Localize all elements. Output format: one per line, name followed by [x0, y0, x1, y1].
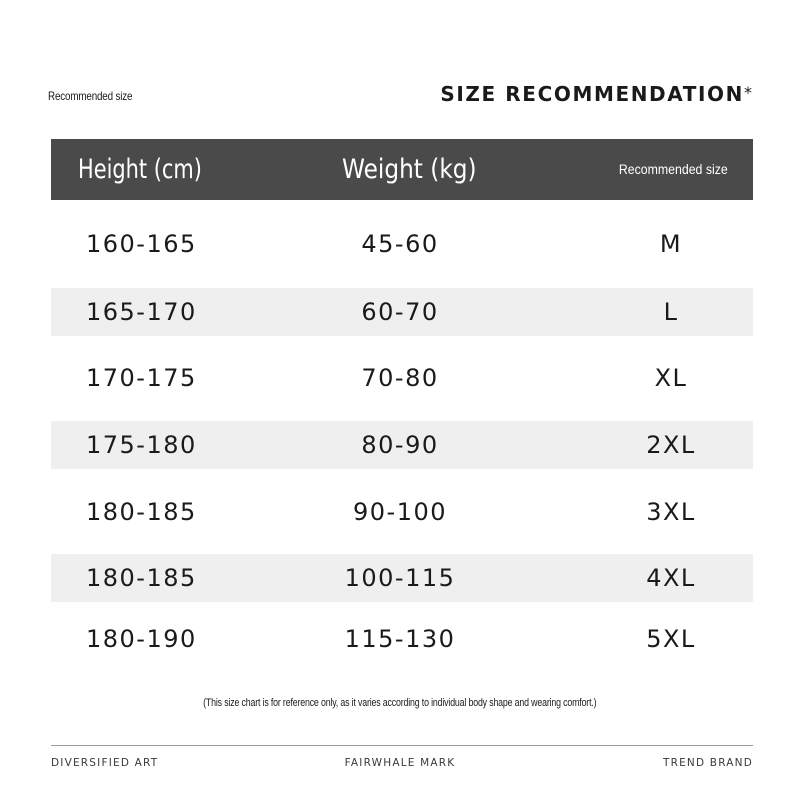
size-value: 3XL: [646, 498, 696, 526]
size-value: 2XL: [646, 431, 696, 459]
page-title-text: SIZE RECOMMENDATION: [440, 82, 744, 106]
table-row: [51, 421, 753, 469]
table-header: [51, 139, 753, 200]
height-cell: 180-190: [86, 625, 197, 653]
footer-left-text: DIVERSIFIED ART: [51, 757, 159, 769]
weight-value: 60-70: [361, 298, 439, 326]
footer-right-text: TREND BRAND: [662, 757, 753, 769]
recommended-size-caption: Recommended size: [48, 89, 133, 103]
footer-divider: [51, 745, 753, 746]
weight-value: 70-80: [361, 364, 439, 392]
title-asterisk: *: [744, 83, 752, 102]
height-cell: 175-180: [86, 431, 197, 459]
height-cell: 160-165: [86, 230, 197, 258]
weight-value: 90-100: [352, 498, 448, 526]
column-header-size: Recommended size: [619, 161, 728, 177]
size-value: 4XL: [646, 564, 696, 592]
weight-value: 100-115: [344, 564, 456, 592]
height-cell: 180-185: [86, 564, 197, 592]
column-header-weight: Weight (kg): [342, 154, 477, 185]
weight-value: 115-130: [344, 625, 456, 653]
table-row: [51, 220, 753, 268]
table-row: [51, 354, 753, 402]
size-value: L: [663, 298, 679, 326]
page-title: [440, 82, 752, 106]
height-cell: 170-175: [86, 364, 197, 392]
table-row: [51, 488, 753, 536]
table-row: [51, 288, 753, 336]
table-row: [51, 615, 753, 663]
size-value: 5XL: [646, 625, 696, 653]
footer-middle-text: FAIRWHALE MARK: [344, 757, 456, 769]
disclaimer-note: [0, 697, 800, 709]
size-value: M: [659, 230, 683, 258]
table-row: [51, 554, 753, 602]
disclaimer-text: (This size chart is for reference only, as it varies according to individual body shape and wearing comfort.): [203, 697, 597, 709]
height-cell: 180-185: [86, 498, 197, 526]
height-cell: 165-170: [86, 298, 197, 326]
weight-value: 80-90: [361, 431, 439, 459]
size-table: [51, 139, 753, 653]
size-value: XL: [654, 364, 688, 392]
weight-value: 45-60: [361, 230, 439, 258]
column-header-height: Height (cm): [78, 154, 202, 185]
